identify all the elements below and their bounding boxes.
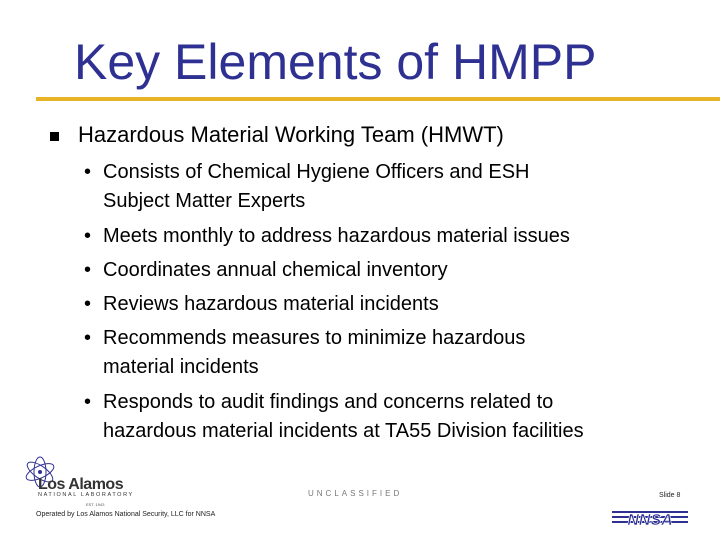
sub-bullet-line: material incidents [103, 356, 259, 378]
bullet-icon: • [84, 327, 92, 349]
bullet-icon: • [84, 293, 92, 315]
sub-bullet-line: Subject Matter Experts [103, 190, 306, 212]
slide-title: Key Elements of HMPP [74, 34, 597, 90]
bullet-icon: • [84, 391, 92, 413]
logo-name: Los Alamos [38, 476, 124, 493]
sub-bullet-2 [84, 222, 704, 251]
sub-bullet-line: Consists of Chemical Hygiene Officers and ESH [103, 161, 530, 183]
sub-bullet-3 [84, 256, 704, 285]
sub-bullet-5 [84, 324, 704, 382]
square-bullet-icon [50, 132, 59, 141]
logo-established: EST. 1943 [86, 502, 105, 507]
svg-text:NNSA: NNSA [627, 512, 673, 529]
sub-bullet-line: Meets monthly to address hazardous material issues [103, 225, 570, 247]
sub-bullet-line: Recommends measures to minimize hazardous [103, 327, 526, 349]
bullet-icon: • [84, 161, 92, 183]
logo-subtitle: NATIONAL LABORATORY [38, 492, 134, 498]
operated-by-text: Operated by Los Alamos National Security, LLC for NNSA [36, 511, 216, 518]
sub-bullet-6 [84, 388, 704, 446]
title-underline [36, 97, 720, 101]
sub-bullet-line: Coordinates annual chemical inventory [103, 259, 448, 281]
sub-bullet-line: Reviews hazardous material incidents [103, 293, 439, 315]
main-bullet-text: Hazardous Material Working Team (HMWT) [78, 122, 504, 147]
bullet-icon: • [84, 225, 92, 247]
sub-bullet-1 [84, 158, 704, 216]
sub-bullet-4 [84, 290, 704, 319]
classification-label: UNCLASSIFIED [308, 489, 403, 498]
sub-bullet-line: Responds to audit findings and concerns related to [103, 391, 554, 413]
bullet-icon: • [84, 259, 92, 281]
sub-bullet-line: hazardous material incidents at TA55 Division facilities [103, 420, 584, 442]
slide-number: Slide 8 [659, 492, 681, 499]
nnsa-logo-icon [612, 508, 688, 530]
